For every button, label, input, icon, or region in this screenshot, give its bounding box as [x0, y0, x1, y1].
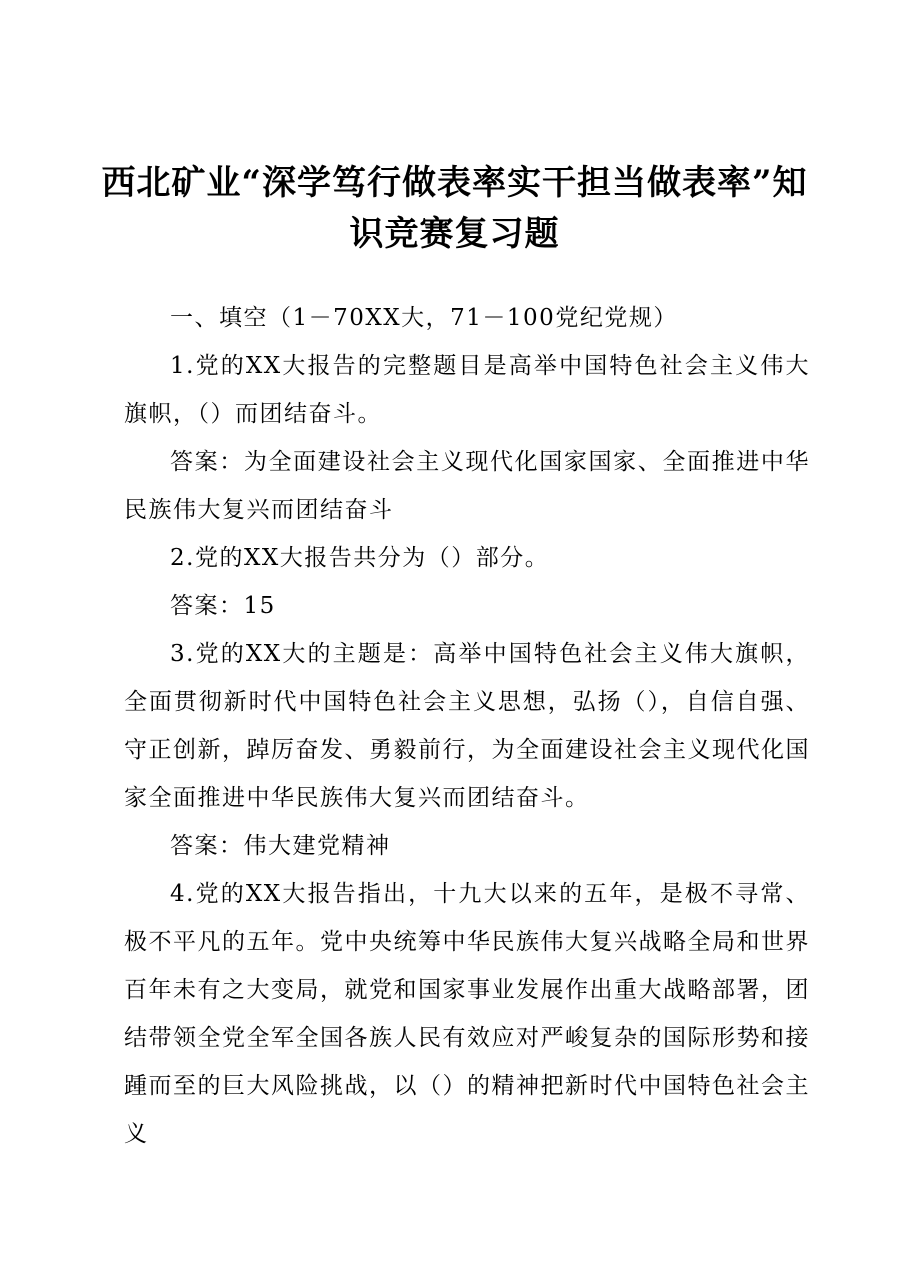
question-4: 4.党的XX大报告指出，十九大以来的五年，是极不寻常、极不平凡的五年。党中央统筹中华民族伟大复兴战略全局和世界百年未有之大变局，就党和国家事业发展作出重大战略部署，团结带领全党全军全国各族人民有效应对严峻复杂的国际形势和接踵而至的巨大风险挑战，以（）的精神把新时代中国特色社会主义: [124, 881, 810, 1147]
answer-3: 答案：伟大建党精神: [170, 833, 391, 859]
document-title: 西北矿业“深学笃行做表率实干担当做表率”知识竞赛复习题: [101, 163, 808, 254]
question-3: 3.党的XX大的主题是：高举中国特色社会主义伟大旗帜，全面贯彻新时代中国特色社会主义思想，弘扬（），自信自强、守正创新，踔厉奋发、勇毅前行，为全面建设社会主义现代化国家全面推进中华民族伟大复兴而团结奋斗。: [124, 641, 810, 811]
document-body: [124, 294, 810, 1158]
question-2: 2.党的XX大报告共分为（）部分。: [170, 545, 550, 571]
question-1: 1.党的XX大报告的完整题目是高举中国特色社会主义伟大旗帜，（）而团结奋斗。: [124, 353, 810, 427]
answer-1: 答案：为全面建设社会主义现代化国家国家、全面推进中华民族伟大复兴而团结奋斗: [124, 449, 810, 523]
section-heading: 一、填空（1－70XX大，71－100党纪党规）: [170, 305, 678, 331]
answer-2: 答案：15: [170, 593, 276, 619]
